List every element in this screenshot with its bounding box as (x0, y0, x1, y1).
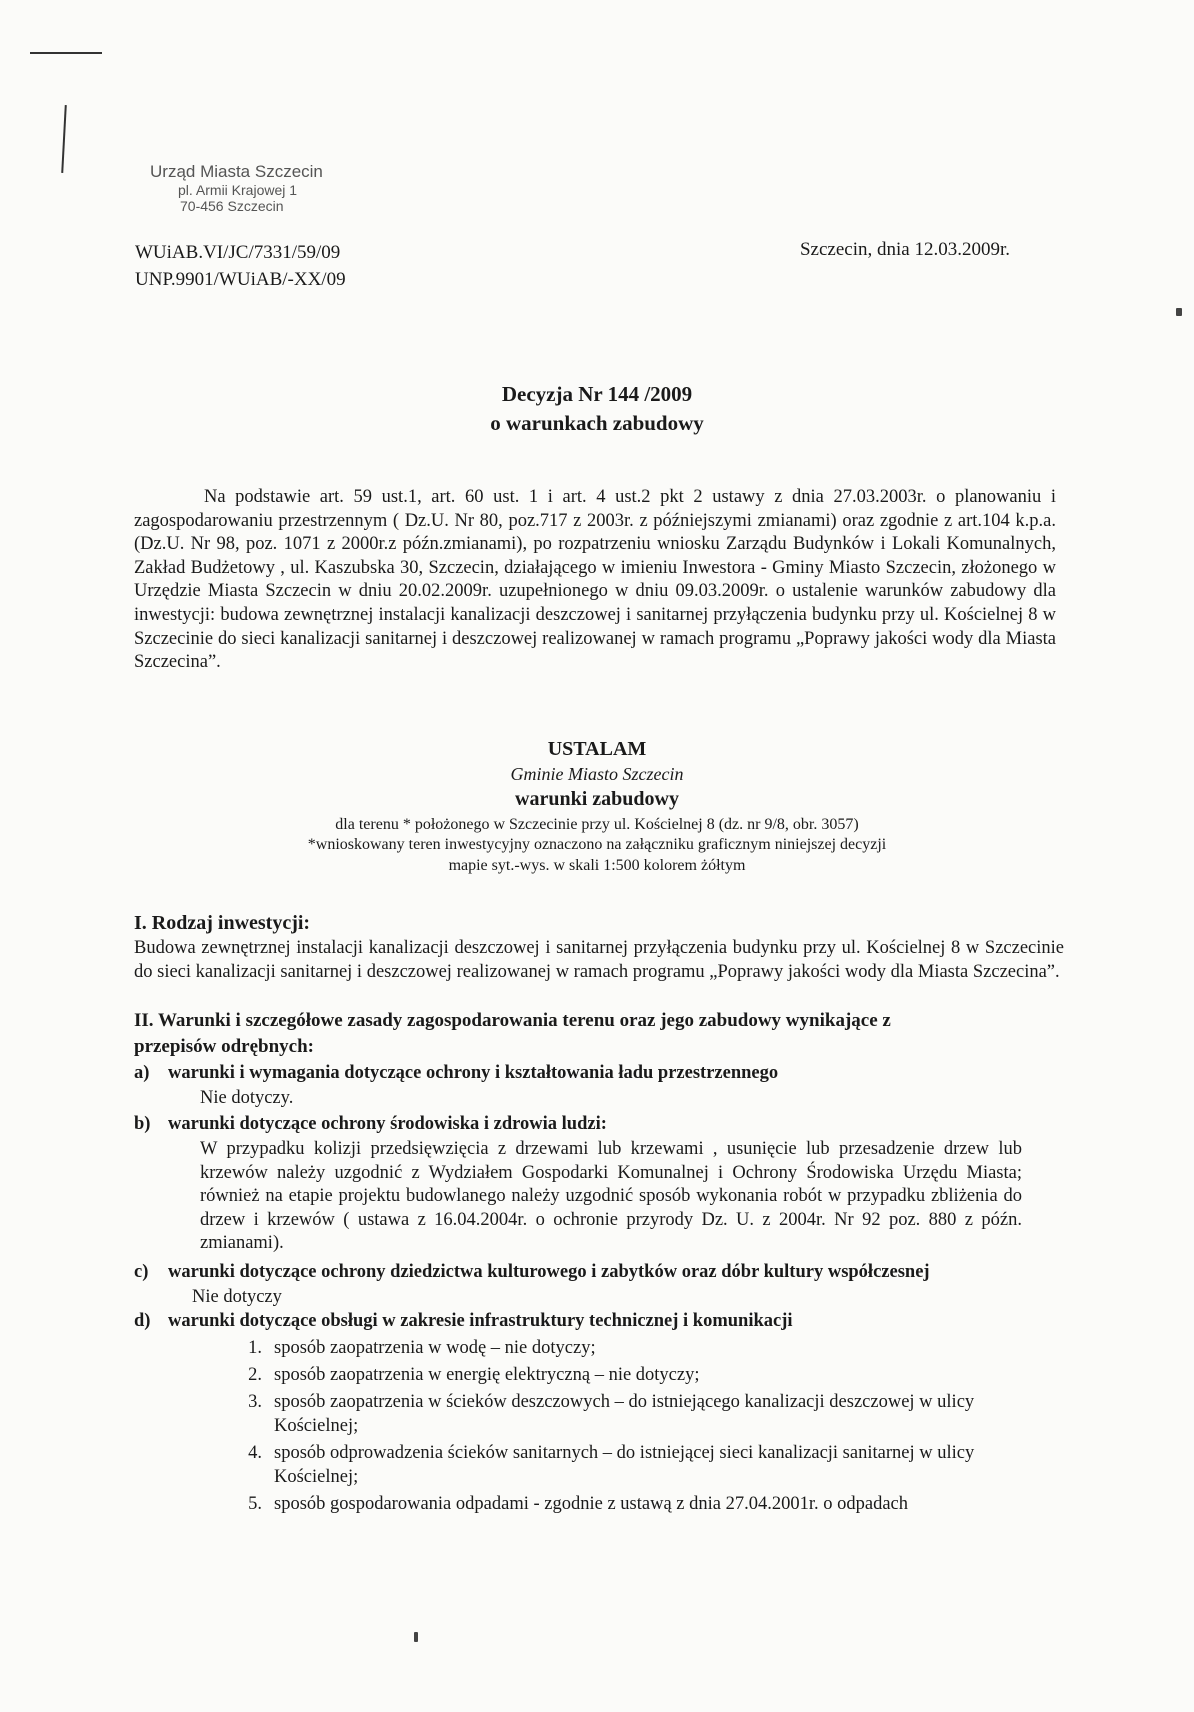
list-item-text: sposób odprowadzenia ścieków sanitarnych – do istniejącej sieci kanalizacji sanitarnej w ulicy Kościelnej; (274, 1443, 975, 1487)
office-stamp (150, 162, 323, 214)
section-2-heading: II. Warunki i szczegółowe zasady zagospodarowania terenu oraz jego zabudowy wynikające z przepisów odrębnych: (134, 1010, 891, 1057)
site-note-line-1: *wnioskowany teren inwestycyjny oznaczono na załączniku graficznym niniejszej decyzji (307, 836, 887, 853)
scan-speck (414, 1632, 418, 1642)
recipient-name: Gminie Miasto Szczecin (510, 764, 684, 784)
decision-subject: o warunkach zabudowy (490, 411, 704, 435)
list-item-text: sposób zaopatrzenia w energię elektryczną – nie dotyczy; (274, 1365, 700, 1385)
list-item (236, 1390, 1026, 1438)
site-note-line-2: mapie syt.-wys. w skali 1:500 kolorem żółtym (448, 857, 746, 874)
list-item-number: 1. (248, 1338, 262, 1358)
reference-number-1: WUiAB.VI/JC/7331/59/09 (135, 242, 341, 263)
reference-numbers (135, 239, 346, 293)
scan-speck (1176, 308, 1182, 316)
subsection-b-text: W przypadku kolizji przedsięwzięcia z drzewami lub krzewami , usunięcie lub przesadzenie drzew lub krzewów należy uzgodnić z Wydziałem Gospodarki Komunalnej i Ochrony Środowiska Urzędu Miasta; również na etapie projektu budowlanego należy uzgodnić sposób wykonania robót w przypadku zbliżenia do drzew i krzewów ( ustawa z 16.04.2004r. o ochronie przyrody Dz. U. z 2004r. Nr 92 poz. 880 z późn. zmianami). (200, 1139, 1022, 1254)
list-item-number: 5. (248, 1494, 262, 1514)
list-item (236, 1492, 1026, 1516)
scan-mark-vertical (61, 105, 67, 173)
subsection-b-title: warunki dotyczące ochrony środowiska i zdrowia ludzi: (168, 1114, 607, 1134)
stamp-street: pl. Armii Krajowej 1 (178, 181, 298, 198)
conditions-heading: warunki zabudowy (515, 788, 679, 810)
list-item-number: 4. (248, 1443, 262, 1463)
subsection-c-label: c) (134, 1262, 149, 1282)
subsection-c-heading (134, 1262, 930, 1283)
subsection-d-heading (134, 1311, 793, 1332)
list-item-text: sposób zaopatrzenia w ścieków deszczowych – do istniejącego kanalizacji deszczowej w ulicy Kościelnej; (274, 1392, 975, 1436)
section-1-body: Budowa zewnętrznej instalacji kanalizacji deszczowej i sanitarnej przyłączenia budynku przy ul. Kościelnej 8 w Szczecinie do sieci kanalizacji sanitarnej i deszczowej realizowanej w ramach programu „Poprawy jakości wody dla Miasta Szczecina”. (134, 938, 1064, 982)
legal-basis-text: Na podstawie art. 59 ust.1, art. 60 ust. 1 i art. 4 ust.2 pkt 2 ustawy z dnia 27.03.2003r. o planowaniu i zagospodarowaniu przestrzennym ( Dz.U. Nr 80, poz.717 z 2003r. z późniejszymi zmianami) oraz zgodnie z art.104 k.p.a. (Dz.U. Nr 98, poz. 1071 z 2000r.z późn.zmianami), po rozpatrzeniu wniosku Zarządu Budynków i Lokali Komunalnych, Zakład Budżetowy , ul. Kaszubska 30, Szczecin, działającego w imieniu Inwestora - Gminy Miasto Szczecin, złożonego w Urzędzie Miasta Szczecin w dniu 20.02.2009r. uzupełnionego w dniu 09.03.2009r. o ustalenie warunków zabudowy dla inwestycji: budowa zewnętrznej instalacji kanalizacji deszczowej i sanitarnej przyłączenia budynku przy ul. Kościelnej 8 w Szczecinie do sieci kanalizacji sanitarnej i deszczowej realizowanej w ramach programu „Poprawy jakości wody dla Miasta Szczecina”. (134, 487, 1056, 673)
subsection-d-title: warunki dotyczące obsługi w zakresie infrastruktury technicznej i komunikacji (168, 1311, 793, 1331)
subsection-d-label: d) (134, 1311, 151, 1331)
ustalam-heading: USTALAM (547, 738, 647, 760)
section-1-heading: I. Rodzaj inwestycji: (134, 912, 311, 934)
decision-title (0, 380, 1194, 438)
stamp-office-name: Urząd Miasta Szczecin (150, 162, 323, 181)
site-location: dla terenu * położonego w Szczecinie przy ul. Kościelnej 8 (dz. nr 9/8, obr. 3057) (335, 816, 859, 833)
list-item-number: 3. (248, 1392, 262, 1412)
subsection-a-label: a) (134, 1063, 150, 1083)
subsection-b-heading (134, 1114, 607, 1135)
reference-number-2: UNP.9901/WUiAB/-XX/09 (135, 269, 346, 290)
list-item (236, 1336, 1026, 1360)
subsection-a-title: warunki i wymagania dotyczące ochrony i kształtowania ładu przestrzennego (168, 1063, 779, 1083)
list-item (236, 1363, 1026, 1387)
decision-number: Decyzja Nr 144 /2009 (501, 382, 693, 406)
infrastructure-list (236, 1336, 1026, 1519)
subsection-b-label: b) (134, 1114, 151, 1134)
list-item-text: sposób zaopatrzenia w wodę – nie dotyczy; (274, 1338, 596, 1358)
legal-basis-paragraph (134, 486, 1056, 675)
subsection-a-text: Nie dotyczy. (200, 1088, 294, 1108)
subsection-a-heading (134, 1063, 778, 1084)
subsection-c-text: Nie dotyczy (192, 1287, 282, 1307)
scan-mark-horizontal (30, 52, 102, 54)
stamp-postal: 70-456 Szczecin (180, 197, 284, 214)
list-item-number: 2. (248, 1365, 262, 1385)
list-item (236, 1441, 1026, 1489)
list-item-text: sposób gospodarowania odpadami - zgodnie z ustawą z dnia 27.04.2001r. o odpadach (274, 1494, 908, 1514)
place-and-date: Szczecin, dnia 12.03.2009r. (799, 239, 1010, 260)
subsection-c-title: warunki dotyczące ochrony dziedzictwa kulturowego i zabytków oraz dóbr kultury współczesnej (168, 1262, 930, 1282)
